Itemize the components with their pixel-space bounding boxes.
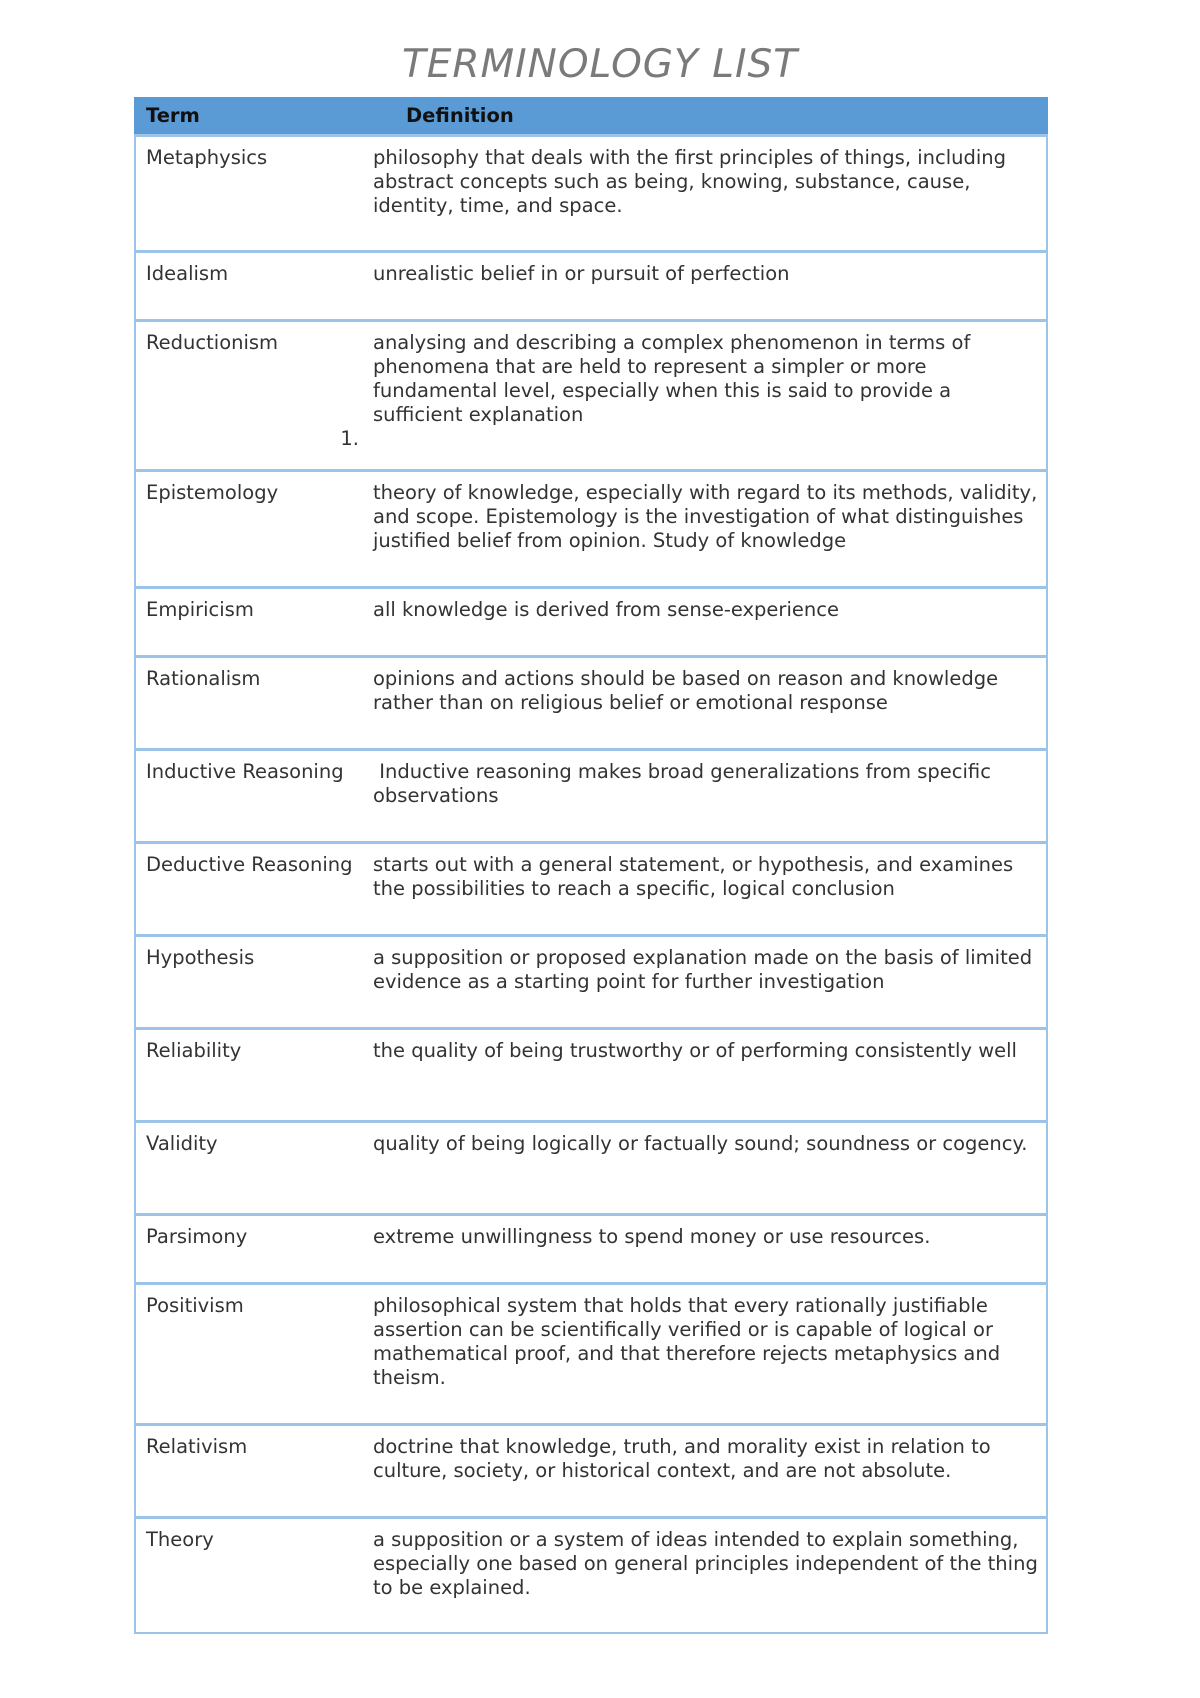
table-row [135, 1215, 1047, 1284]
definition-cell: the quality of being trustworthy or of performing consistently well [367, 1029, 1047, 1122]
term-cell: Theory [135, 1518, 367, 1633]
definition-cell: extreme unwillingness to spend money or use resources. [367, 1215, 1047, 1284]
table-row [135, 321, 1047, 471]
list-number-marker: 1. [340, 427, 359, 450]
term-cell: Relativism [135, 1425, 367, 1518]
term-cell: Rationalism [135, 657, 367, 750]
terminology-table [134, 97, 1048, 1634]
table-row [135, 750, 1047, 843]
table-header-row [135, 97, 1047, 136]
table-row [135, 1029, 1047, 1122]
definition-cell: starts out with a general statement, or hypothesis, and examines the possibilities to reach a specific, logical conclusion [367, 843, 1047, 936]
definition-cell: quality of being logically or factually sound; soundness or cogency. [367, 1122, 1047, 1215]
table-row [135, 936, 1047, 1029]
definition-cell: all knowledge is derived from sense-experience [367, 588, 1047, 657]
term-cell: Inductive Reasoning [135, 750, 367, 843]
definition-cell: analysing and describing a complex phenomenon in terms of phenomena that are held to represent a simpler or more fundamental level, especially when this is said to provide a sufficient explanation [367, 321, 1047, 471]
column-header-definition: Definition [367, 97, 1047, 136]
definition-cell: theory of knowledge, especially with regard to its methods, validity, and scope. Epistemology is the investigation of what distinguishes justified belief from opinion. Study of knowledge [367, 471, 1047, 588]
term-cell: Idealism [135, 252, 367, 321]
definition-cell: opinions and actions should be based on reason and knowledge rather than on religious belief or emotional response [367, 657, 1047, 750]
term-cell: Positivism [135, 1284, 367, 1425]
term-cell: Parsimony [135, 1215, 367, 1284]
table-row [135, 1425, 1047, 1518]
term-cell: Validity [135, 1122, 367, 1215]
definition-cell: unrealistic belief in or pursuit of perfection [367, 252, 1047, 321]
table-row [135, 657, 1047, 750]
table-row [135, 252, 1047, 321]
definition-cell: a supposition or a system of ideas intended to explain something, especially one based on general principles independent of the thing to be explained. [367, 1518, 1047, 1633]
definition-cell: philosophy that deals with the first principles of things, including abstract concepts such as being, knowing, substance, cause, identity, time, and space. [367, 136, 1047, 252]
term-cell: Deductive Reasoning [135, 843, 367, 936]
table-row [135, 1284, 1047, 1425]
term-cell: Reliability [135, 1029, 367, 1122]
term-label: Reductionism [146, 331, 279, 354]
term-cell: Hypothesis [135, 936, 367, 1029]
table-row [135, 136, 1047, 252]
definition-cell: Inductive reasoning makes broad generalizations from specific observations [367, 750, 1047, 843]
table-row [135, 471, 1047, 588]
term-cell [135, 321, 367, 471]
definition-cell: philosophical system that holds that every rationally justifiable assertion can be scientifically verified or is capable of logical or mathematical proof, and that therefore rejects metaphysics and theism. [367, 1284, 1047, 1425]
column-header-term: Term [135, 97, 367, 136]
table-row [135, 1122, 1047, 1215]
table-row [135, 588, 1047, 657]
term-cell: Metaphysics [135, 136, 367, 252]
table-row [135, 1518, 1047, 1633]
definition-cell: doctrine that knowledge, truth, and morality exist in relation to culture, society, or historical context, and are not absolute. [367, 1425, 1047, 1518]
term-cell: Empiricism [135, 588, 367, 657]
page-title: TERMINOLOGY LIST [401, 42, 799, 87]
definition-cell: a supposition or proposed explanation made on the basis of limited evidence as a starting point for further investigation [367, 936, 1047, 1029]
table-row [135, 843, 1047, 936]
term-cell: Epistemology [135, 471, 367, 588]
